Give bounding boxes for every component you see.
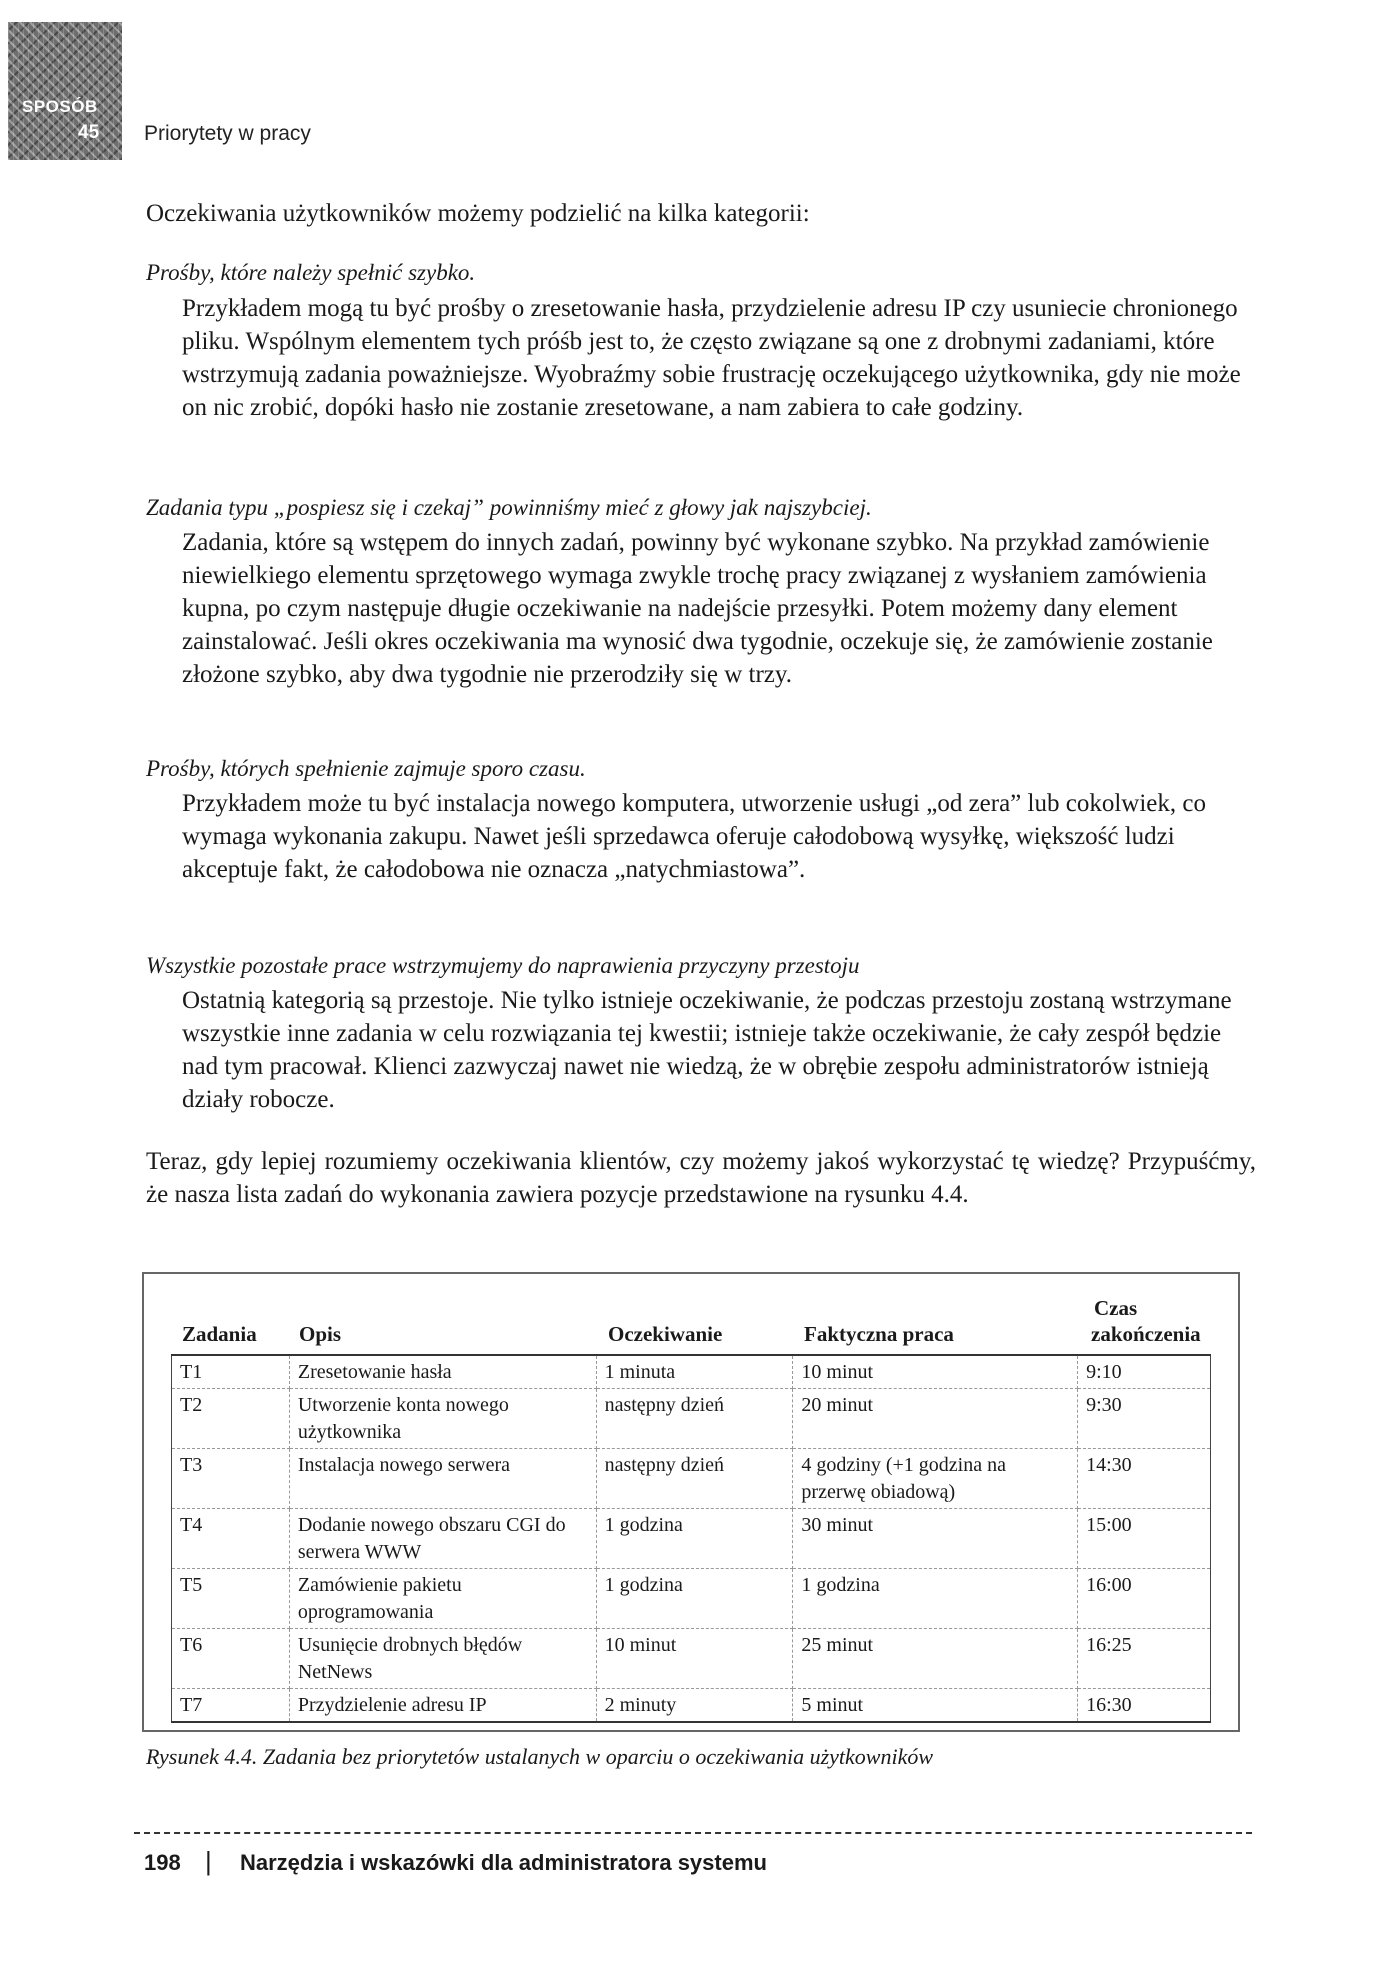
section-badge-label: SPOSÓB xyxy=(22,97,98,116)
cell-actual: 1 godzina xyxy=(793,1569,1078,1629)
cell-expectation: 1 minuta xyxy=(596,1355,793,1389)
table-row xyxy=(172,1629,1211,1689)
cell-task: T5 xyxy=(172,1569,290,1629)
cell-actual: 4 godziny (+1 godzina na przerwę obiadową) xyxy=(793,1449,1078,1509)
cell-task: T1 xyxy=(172,1355,290,1389)
running-title: Priorytety w pracy xyxy=(144,122,311,145)
header-actual: Faktyczna praca xyxy=(804,1322,954,1346)
footer-separator: | xyxy=(205,1846,212,1876)
cell-description: Dodanie nowego obszaru CGI do serwera WWW xyxy=(289,1509,596,1569)
cell-expectation: 1 godzina xyxy=(596,1569,793,1629)
cell-description: Utworzenie konta nowego użytkownika xyxy=(289,1389,596,1449)
intro-paragraph: Oczekiwania użytkowników możemy podzielić na kilka kategorii: xyxy=(146,200,810,227)
book-title: Narzędzia i wskazówki dla administratora systemu xyxy=(240,1850,767,1875)
category-body-4: Ostatnią kategorią są przestoje. Nie tylko istnieje oczekiwanie, że podczas przestoju zostaną wstrzymane wszystkie inne zadania w celu rozwiązania tej kwestii; istnieje także oczekiwanie, że cały zespół będzie nad tym pracował. Klienci zazwyczaj nawet nie wiedzą, że w obrębie zespołu administratorów istnieją działy robocze. xyxy=(182,987,1232,1113)
cell-description: Zresetowanie hasła xyxy=(289,1355,596,1389)
cell-expectation: 10 minut xyxy=(596,1629,793,1689)
cell-expectation: 2 minuty xyxy=(596,1689,793,1723)
cell-completion: 16:00 xyxy=(1078,1569,1211,1629)
header-task: Zadania xyxy=(182,1322,257,1346)
cell-expectation: 1 godzina xyxy=(596,1509,793,1569)
table-row xyxy=(172,1509,1211,1569)
cell-actual: 20 minut xyxy=(793,1389,1078,1449)
header-description: Opis xyxy=(299,1322,342,1346)
table-row xyxy=(172,1355,1211,1389)
section-badge xyxy=(8,22,122,160)
header-completion-line2: zakończenia xyxy=(1091,1322,1201,1346)
category-body-3: Przykładem może tu być instalacja nowego komputera, utworzenie usługi „od zera” lub cokolwiek, co wymaga wykonania zakupu. Nawet jeśli sprzedawca oferuje całodobową wysyłkę, większość ludzi akceptuje fakt, że całodobowa nie oznacza „natychmiastowa”. xyxy=(182,790,1206,883)
figure-box xyxy=(142,1272,1240,1732)
closing-paragraph: Teraz, gdy lepiej rozumiemy oczekiwania klientów, czy możemy jakoś wykorzystać tę wiedzę? Przypuśćmy, że nasza lista zadań do wykonania zawiera pozycje przedstawione na rysunku 4.4. xyxy=(146,1148,1256,1208)
section-badge-number: 45 xyxy=(78,122,100,143)
cell-expectation: następny dzień xyxy=(596,1389,793,1449)
cell-expectation: następny dzień xyxy=(596,1449,793,1509)
page-number: 198 xyxy=(144,1850,181,1875)
cell-task: T6 xyxy=(172,1629,290,1689)
header-completion-line1: Czas xyxy=(1094,1296,1138,1320)
table-row xyxy=(172,1569,1211,1629)
cell-actual: 10 minut xyxy=(793,1355,1078,1389)
cell-actual: 25 minut xyxy=(793,1629,1078,1689)
table-row xyxy=(172,1449,1211,1509)
cell-description: Zamówienie pakietu oprogramowania xyxy=(289,1569,596,1629)
cell-actual: 30 minut xyxy=(793,1509,1078,1569)
header-expectation: Oczekiwanie xyxy=(608,1322,723,1346)
cell-completion: 9:30 xyxy=(1078,1389,1211,1449)
cell-task: T4 xyxy=(172,1509,290,1569)
cell-completion: 16:30 xyxy=(1078,1689,1211,1723)
category-title-4: Wszystkie pozostałe prace wstrzymujemy do naprawienia przyczyny przestoju xyxy=(146,953,860,978)
cell-actual: 5 minut xyxy=(793,1689,1078,1723)
cell-description: Usunięcie drobnych błędów NetNews xyxy=(289,1629,596,1689)
cell-description: Przydzielenie adresu IP xyxy=(289,1689,596,1723)
category-title-2: Zadania typu „pospiesz się i czekaj” powinniśmy mieć z głowy jak najszybciej. xyxy=(146,495,872,520)
cell-completion: 15:00 xyxy=(1078,1509,1211,1569)
category-title-1: Prośby, które należy spełnić szybko. xyxy=(146,260,476,285)
table-row xyxy=(172,1389,1211,1449)
cell-completion: 9:10 xyxy=(1078,1355,1211,1389)
cell-completion: 16:25 xyxy=(1078,1629,1211,1689)
category-title-3: Prośby, których spełnienie zajmuje sporo czasu. xyxy=(146,756,586,781)
cell-task: T3 xyxy=(172,1449,290,1509)
cell-description: Instalacja nowego serwera xyxy=(289,1449,596,1509)
category-body-1: Przykładem mogą tu być prośby o zresetowanie hasła, przydzielenie adresu IP czy usuniecie chronionego pliku. Wspólnym elementem tych próśb jest to, że często związane są one z drobnymi zadaniami, które wstrzymują zadania poważniejsze. Wyobraźmy sobie frustrację oczekującego użytkownika, gdy nie może on nic zrobić, dopóki hasło nie zostanie zresetowane, a nam zabiera to całe godziny. xyxy=(182,295,1241,421)
cell-task: T2 xyxy=(172,1389,290,1449)
category-body-2: Zadania, które są wstępem do innych zadań, powinny być wykonane szybko. Na przykład zamówienie niewielkiego elementu sprzętowego wymaga zwykle trochę pracy związanej z wysłaniem zamówienia kupna, po czym następuje długie oczekiwanie na nadejście przesyłki. Potem możemy dany element zainstalować. Jeśli okres oczekiwania ma wynosić dwa tygodnie, oczekuje się, że zamówienie zostanie złożone szybko, aby dwa tygodnie nie przerodziły się w trzy. xyxy=(182,529,1213,688)
cell-completion: 14:30 xyxy=(1078,1449,1211,1509)
footer-rule xyxy=(134,1832,1252,1834)
tasks-table xyxy=(171,1354,1211,1723)
figure-caption: Rysunek 4.4. Zadania bez priorytetów ustalanych w oparciu o oczekiwania użytkowników xyxy=(146,1744,934,1769)
cell-task: T7 xyxy=(172,1689,290,1723)
table-row xyxy=(172,1689,1211,1723)
